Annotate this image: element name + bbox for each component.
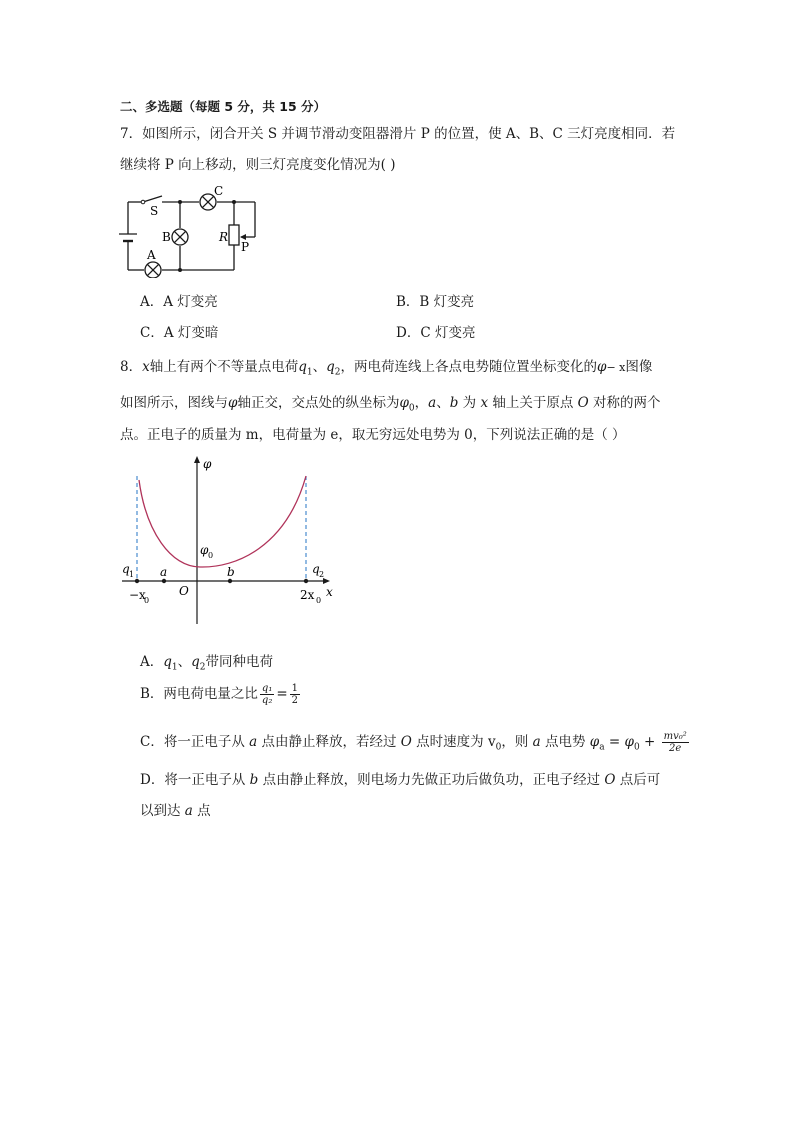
q7-option-b[interactable]: B．B 灯变亮 — [396, 294, 475, 310]
q8-option-d-line2: 以到达 a 点 — [140, 803, 211, 819]
q7-option-a[interactable]: A．A 灯变亮 — [140, 294, 218, 310]
energy-fraction: $\frac{\text{mv₀²}}{2e}$ — [663, 731, 687, 754]
q1-sub: 1 — [129, 570, 135, 579]
two-x0-sub: 0 — [316, 596, 322, 605]
q8-potential-graph — [116, 452, 346, 632]
phi0-label: φ — [200, 543, 209, 557]
q8-option-a[interactable]: A．$q_1$、$q_2$带同种电荷 — [140, 654, 274, 673]
q7-circuit-diagram — [118, 182, 278, 278]
phi-axis-label: φ — [203, 457, 212, 471]
slider-label: P — [241, 240, 250, 254]
charge-ratio-fraction: $\frac{\text{q₁}}{\text{q₂}}$ — [261, 683, 273, 706]
x-axis-label: x — [326, 585, 333, 599]
two-x0-label: 2x — [300, 588, 315, 602]
q2-label: q — [312, 562, 320, 576]
q7-option-d[interactable]: D．C 灯变亮 — [396, 325, 476, 341]
q8-stem-line1: 8．x轴上有两个不等量点电荷$q_1$、$q_2$，两电荷连线上各点电势随位置坐标变化的φ− x图像 — [120, 359, 653, 378]
q8-option-b[interactable]: B．两电荷电量之比 $\frac{\text{q₁}}{\text{q₂}}$ = $\frac{1}{2}$ — [140, 683, 299, 706]
rheostat-label: R — [219, 230, 229, 244]
q1-label: q — [122, 562, 130, 576]
lamp-c-label: C — [214, 184, 224, 198]
potential-curve — [139, 476, 306, 567]
section-title: 二、多选题（每题 5 分，共 15 分） — [120, 99, 327, 114]
lamp-a-label: A — [147, 248, 156, 262]
neg-x0-label: −x — [129, 588, 146, 602]
a-point-label: a — [160, 565, 168, 579]
q7-stem-line1: 7．如图所示，闭合开关 S 并调节滑动变阻器滑片 P 的位置，使 A、B、C 三灯亮度相同．若 — [120, 126, 676, 142]
lamp-b-label: B — [162, 230, 171, 244]
q2-sub: 2 — [319, 570, 325, 579]
q8-stem-line2: 如图所示，图线与φ轴正交，交点处的纵坐标为$\varphi_0$，a、b 为 x 轴上关于原点 O 对称的两个 — [120, 395, 661, 414]
switch-label: S — [150, 204, 159, 218]
q8-option-d[interactable]: D．将一正电子从 b 点由静止释放，则电场力先做正功后做负功，正电子经过 O 点后可 — [140, 772, 661, 788]
q8-stem-line3: 点。正电子的质量为 m，电荷量为 e，取无穷远处电势为 0，下列说法正确的是（ ） — [120, 427, 626, 443]
b-point-label: b — [227, 565, 235, 579]
q7-option-c[interactable]: C．A 灯变暗 — [140, 325, 219, 341]
phi0-sub: 0 — [208, 551, 214, 560]
neg-x0-sub: 0 — [144, 596, 150, 605]
origin-label: O — [179, 584, 189, 598]
q7-stem-line2: 继续将 P 向上移动，则三灯亮度变化情况为( ) — [120, 157, 396, 173]
q8-option-c[interactable]: C．将一正电子从 a 点由静止释放，若经过 O 点时速度为 $v_0$，则 a 点电势 $\varphi_a = \varphi_0$ + $\frac{\text{mv₀²}}{2e}$ — [140, 731, 687, 754]
